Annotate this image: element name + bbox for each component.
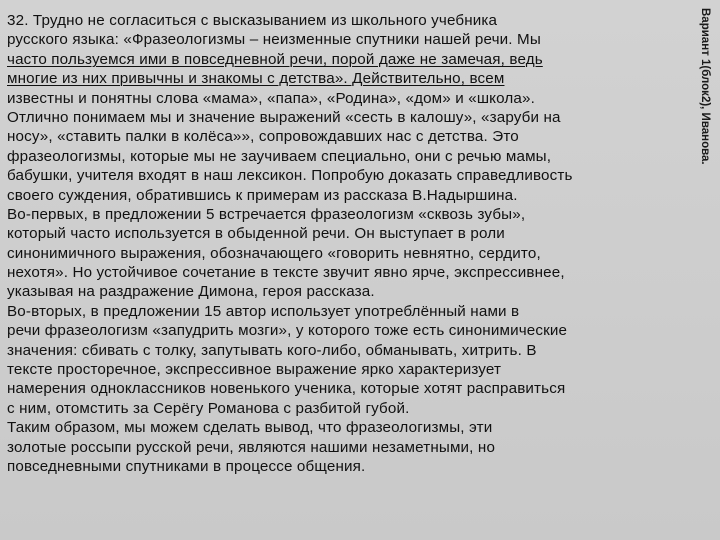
essay-line: Во-первых, в предложении 5 встречается фразеологизм «сквозь зубы», xyxy=(7,205,526,223)
essay-line: Таким образом, мы можем сделать вывод, что фразеологизмы, эти xyxy=(7,419,493,437)
essay-line: носу», «ставить палки в колёса»», сопровождавших нас с детства. Это xyxy=(7,128,519,146)
essay-line: который часто используется в обыденной речи. Он выступает в роли xyxy=(7,225,505,243)
essay-line: золотые россыпи русской речи, являются нашими незаметными, но xyxy=(7,438,496,456)
essay-line: Во-вторых, в предложении 15 автор использует употреблённый нами в xyxy=(7,302,520,320)
essay-text xyxy=(7,11,713,476)
essay-line: бабушки, учителя входят в наш лексикон. Попробую доказать справедливость xyxy=(7,167,573,185)
essay-line: своего суждения, обратившись к примерам из рассказа В.Надыршина. xyxy=(7,186,518,204)
essay-line: речи фразеологизм «запудрить мозги», у которого тоже есть синонимические xyxy=(7,322,568,340)
essay-line: значения: сбивать с толку, запутывать кого-либо, обманывать, хитрить. В xyxy=(7,341,537,359)
essay-line: намерения одноклассников новенького ученика, которые хотят расправиться xyxy=(7,380,566,398)
essay-line: указывая на раздражение Димона, героя рассказа. xyxy=(7,283,375,301)
essay-line: Отлично понимаем мы и значение выражений «сесть в калошу», «заруби на xyxy=(7,108,561,126)
essay-line: русского языка: «Фразеологизмы – неизменные спутники нашей речи. Мы xyxy=(7,31,541,49)
essay-line: с ним, отомстить за Серёгу Романова с разбитой губой. xyxy=(7,399,410,417)
essay-line: нехотя». Но устойчивое сочетание в тексте звучит явно ярче, экспрессивнее, xyxy=(7,264,565,282)
essay-line: часто пользуемся ими в повседневной речи, порой даже не замечая, ведь xyxy=(7,50,543,68)
essay-line: синонимичного выражения, обозначающего «говорить невнятно, сердито, xyxy=(7,244,541,262)
essay-line: повседневными спутниками в процессе общения. xyxy=(7,457,366,475)
essay-line: многие из них привычны и знакомы с детства». Действительно, всем xyxy=(7,70,505,88)
essay-line: 32. Трудно не согласиться с высказыванием из школьного учебника xyxy=(7,12,498,29)
essay-line: фразеологизмы, которые мы не заучиваем специально, они с речью мамы, xyxy=(7,147,552,165)
vertical-side-label: Вариант 1(блок2), Иванова. xyxy=(699,8,711,165)
essay-line: известны и понятны слова «мама», «папа», «Родина», «дом» и «школа». xyxy=(7,89,535,107)
essay-line: тексте просторечное, экспрессивное выражение ярко характеризует xyxy=(7,361,502,379)
